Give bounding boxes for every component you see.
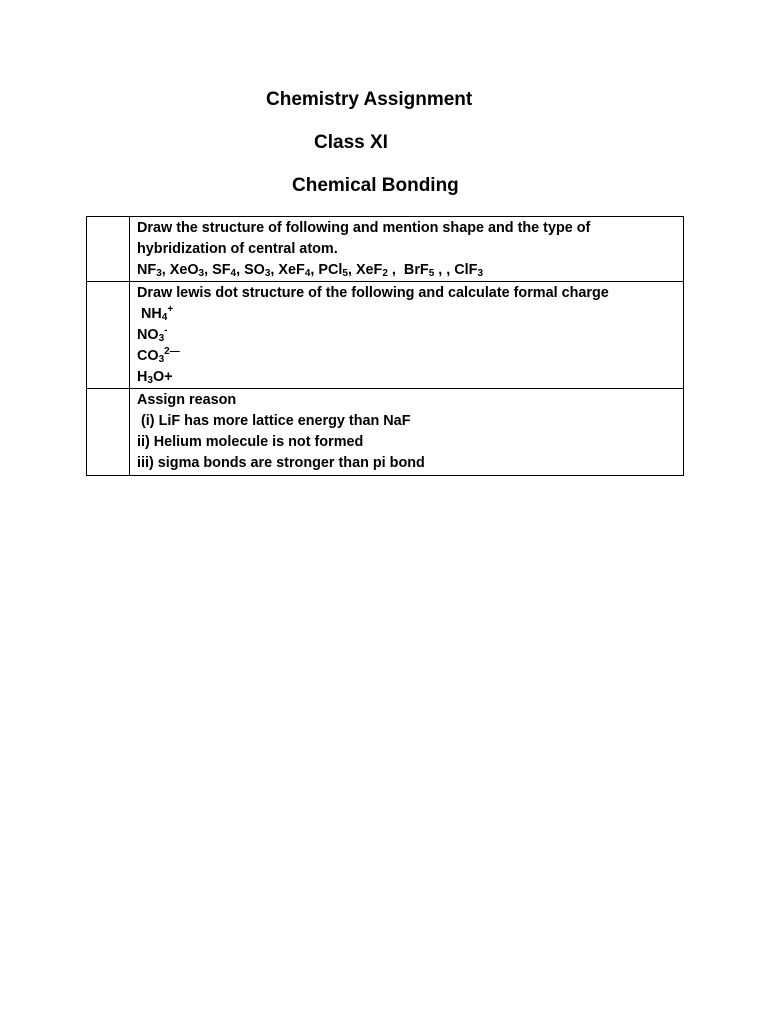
formula: XeO$_3$,: [169, 261, 213, 279]
question-row: [87, 282, 684, 389]
chapter-title: Chemical Bonding: [292, 175, 459, 196]
question-prompt: Draw the structure of following and mention shape and the type of: [137, 220, 591, 236]
formula: XeF$_2$ ,: [355, 261, 404, 279]
question-prompt: Assign reason: [137, 392, 237, 409]
questions-table: [86, 216, 684, 476]
formula: ClF$_3$: [454, 261, 484, 279]
question-number-cell: [87, 282, 130, 389]
question-cell: [130, 389, 684, 475]
formula: XeF$_4$,: [278, 261, 319, 279]
reason-item: ii) Helium molecule is not formed: [137, 433, 364, 450]
formula: BrF$_5$ , ,: [403, 261, 455, 279]
question-row: [87, 389, 684, 475]
species-item: $NO_3^-$: [137, 324, 168, 344]
formula: $NF_3$,: [137, 261, 170, 279]
question-prompt-continued: hybridization of central atom.: [137, 240, 338, 257]
question-row: [87, 217, 684, 282]
species-item: $NH_4^+$: [141, 304, 174, 324]
question-number-cell: [87, 217, 130, 282]
formula: PCl$_5$,: [318, 261, 356, 279]
class-label: Class XI: [314, 132, 388, 153]
reason-item: (i) LiF has more lattice energy than NaF: [137, 413, 411, 430]
formula-list: [137, 260, 677, 281]
question-number-cell: [87, 389, 130, 475]
question-prompt: Draw lewis dot structure of the following and calculate formal charge: [137, 285, 609, 302]
species-item: $CO_3^{2—}$: [137, 345, 180, 365]
question-cell: [130, 282, 684, 389]
species-item: $H_3O+$: [137, 368, 173, 386]
formula: $SF_4$,: [212, 261, 245, 279]
formula: $SO_3$,: [244, 261, 279, 279]
document-title: Chemistry Assignment: [266, 89, 473, 110]
question-cell: [130, 217, 684, 282]
reason-item: iii) sigma bonds are stronger than pi bond: [137, 454, 425, 471]
